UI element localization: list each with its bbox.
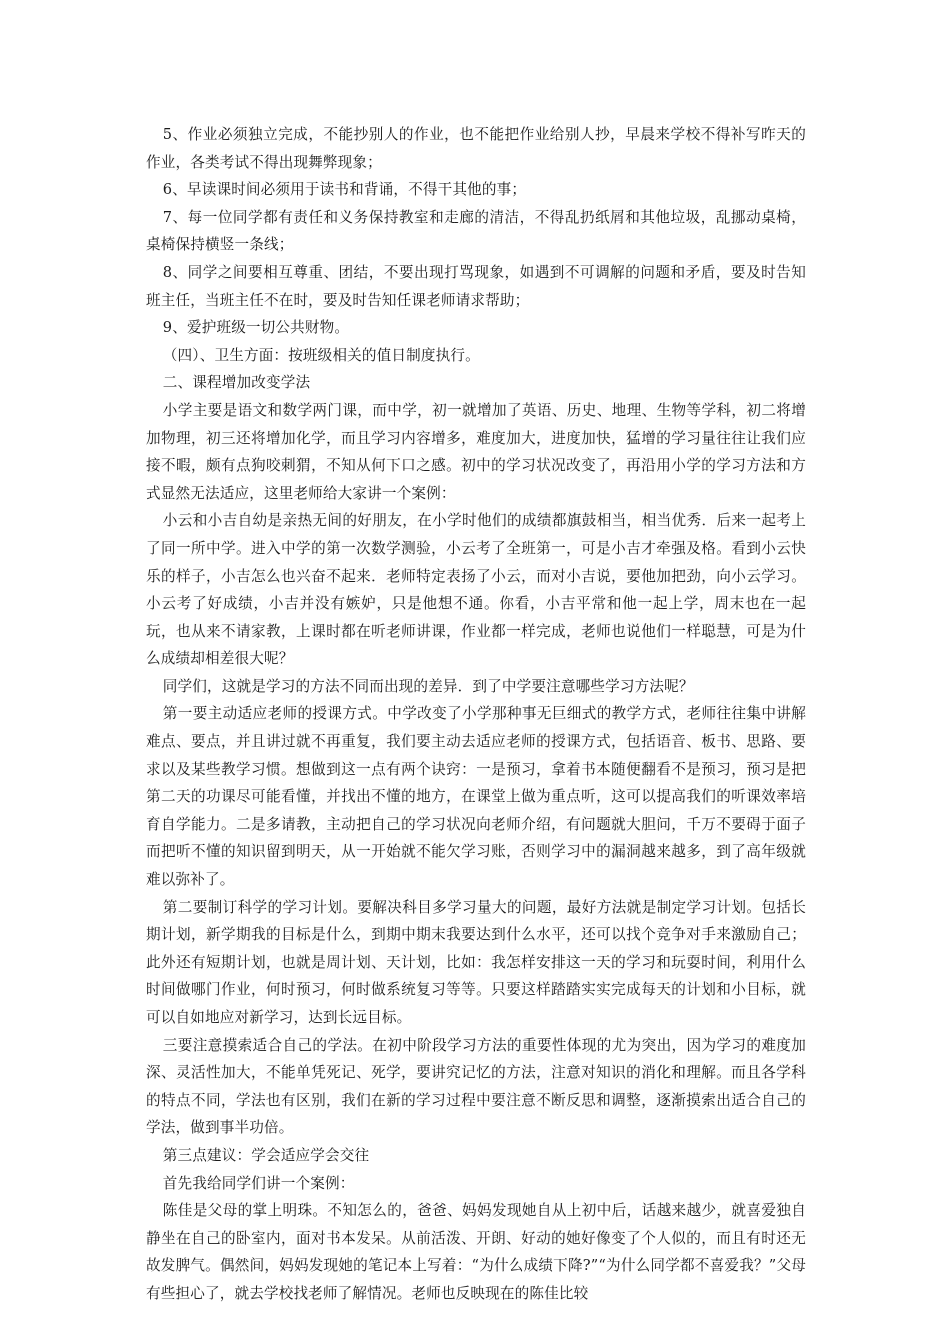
document-page — [146, 121, 806, 1308]
paragraph-rule-5: 5、作业必须独立完成，不能抄别人的作业，也不能把作业给别人抄，早晨来学校不得补写昨天的作业，各类考试不得出现舞弊现象； — [146, 126, 806, 171]
paragraph-hygiene: （四）、卫生方面：按班级相关的值日制度执行。 — [162, 346, 480, 364]
paragraph-rule-9: 9、爱护班级一切公共财物。 — [162, 319, 350, 337]
paragraph-methods-question: 同学们，这就是学习的方法不同而出现的差异．到了中学要注意哪些学习方法呢？ — [162, 677, 694, 695]
section-heading-3: 第三点建议：学会适应学会交往 — [162, 1146, 370, 1164]
section-heading-2: 二、课程增加改变学法 — [162, 374, 311, 392]
paragraph-rule-7: 7、每一位同学都有责任和义务保持教室和走廊的清洁，不得乱扔纸屑和其他垃圾，乱挪动桌椅，桌椅保持横竖一条线； — [146, 208, 806, 254]
paragraph-case-chenjia: 陈佳是父母的掌上明珠。不知怎么的，爸爸、妈妈发现她自从上初中后，话越来越少，就喜爱独自静坐在自己的卧室内，面对书本发呆。从前活泼、开朗、好动的她好像变了个人似的，而且有时还无故发脾气。偶然间，妈妈发现她的笔记本上写着：“为什么成绩下降?”“为什么同学都不喜爱我？”父母有些担心了，就去学校找老师了解情况。老师也反映现在的陈佳比较 — [146, 1202, 806, 1302]
paragraph-method-3: 三要注意摸索适合自己的学法。在初中阶段学习方法的重要性体现的尤为突出，因为学习的难度加深、灵活性加大，不能单凭死记、死学，要讲究记忆的方法，注意对知识的消化和理解。而且各学科的特点不同，学法也有区别，我们在新的学习过程中要注意不断反思和调整，逐渐摸索出适合自己的学法，做到事半功倍。 — [146, 1036, 806, 1137]
paragraph-case-xiaoyun: 小云和小吉自幼是亲热无间的好朋友，在小学时他们的成绩都旗鼓相当，相当优秀．后来一起考上了同一所中学。进入中学的第一次数学测验，小云考了全班第一，可是小吉才牵强及格。看到小云快乐的样子，小吉怎么也兴奋不起来．老师特定表扬了小云，而对小吉说，要他加把劲，向小云学习。小云考了好成绩，小吉并没有嫉妒，只是他想不通。你看，小吉平常和他一起上学，周末也在一起玩，也从来不请家教，上课时都在听老师讲课，作业都一样完成，老师也说他们一样聪慧，可是为什么成绩却相差很大呢？ — [146, 512, 806, 668]
paragraph-method-2: 第二要制订科学的学习计划。要解决科目多学习量大的问题，最好方法就是制定学习计划。包括长期计划，新学期我的目标是什么，到期中期末我要达到什么水平，还可以找个竞争对手来激励自己；此外还有短期计划，也就是周计划、天计划，比如：我怎样安排这一天的学习和玩耍时间，利用什么时间做哪门作业，何时预习，何时做系统复习等等。只要这样踏踏实实完成每天的计划和小目标，就可以自如地应对新学习，达到长远目标。 — [146, 898, 806, 1026]
paragraph-rule-6: 6、早读课时间必须用于读书和背诵，不得干其他的事； — [162, 181, 527, 199]
paragraph-subjects: 小学主要是语文和数学两门课，而中学，初一就增加了英语、历史、地理、生物等学科，初二将增加物理，初三还将增加化学，而且学习内容增多，难度加大，进度加快，猛增的学习量往往让我们应接不暇，颇有点狗咬刺猬，不知从何下口之感。初中的学习状况改变了，再沿用小学的学习方法和方式显然无法适应，这里老师给大家讲一个案例： — [146, 401, 806, 502]
paragraph-case-intro: 首先我给同学们讲一个案例： — [162, 1174, 355, 1192]
paragraph-method-1: 第一要主动适应老师的授课方式。中学改变了小学那种事无巨细式的教学方式，老师往往集中讲解难点、要点，并且讲过就不再重复，我们要主动去适应老师的授课方式，包括语音、板书、思路、要求以及某些教学习惯。想做到这一点有两个诀窍：一是预习，拿着书本随便翻看不是预习，预习是把第二天的功课尽可能看懂，并找出不懂的地方，在课堂上做为重点听，这可以提高我们的听课效率培育自学能力。二是多请教，主动把自己的学习状况向老师介绍，有问题就大胆问，千万不要碍于面子而把听不懂的知识留到明天，从一开始就不能欠学习账，否则学习中的漏洞越来越多，到了高年级就难以弥补了。 — [146, 705, 806, 889]
paragraph-rule-8: 8、同学之间要相互尊重、团结，不要出现打骂现象，如遇到不可调解的问题和矛盾，要及时告知班主任，当班主任不在时，要及时告知任课老师请求帮助； — [146, 263, 806, 309]
